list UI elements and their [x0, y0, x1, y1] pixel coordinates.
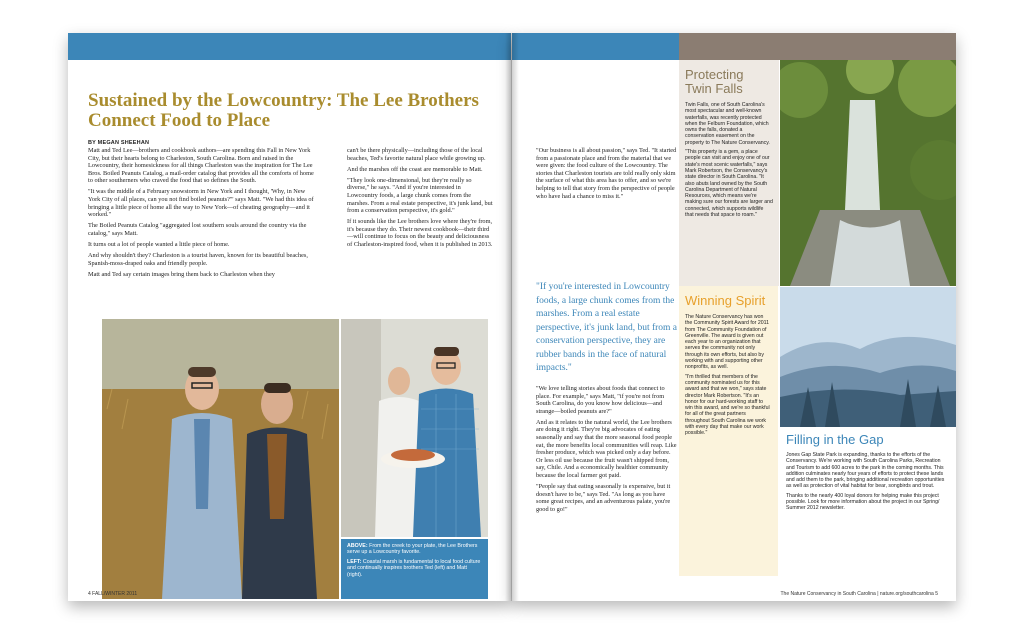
paragraph: Twin Falls, one of South Carolina's most spectacular and well-known waterfalls, was recently protected when the Felburn Foundation, which owns the falls, donated a conservation easement on the property to The Nature Conservancy. — [685, 102, 770, 146]
pull-quote: "If you're interested in Lowcountry foods, a large chunk comes from the marshes. From a real estate perspective, it's junk land, but from a conservation perspective, they are rubber bands in the face of natural impacts." — [536, 282, 678, 373]
caption-left — [347, 559, 482, 578]
left-header-bar — [68, 33, 511, 60]
paragraph: And why shouldn't they? Charleston is a tourist haven, known for its beautiful beaches, Spanish-moss-draped oaks and friendly people. — [88, 252, 308, 267]
twin-falls-title: Protecting Twin Falls — [685, 67, 744, 96]
twin-falls-body — [685, 102, 773, 218]
byline: BY MEGAN SHEEHAN — [88, 140, 150, 146]
marsh-photo-illustration — [102, 319, 339, 599]
marsh-photo — [102, 319, 339, 599]
waterfall-photo — [780, 60, 956, 286]
paragraph: can't be there physically—including those of the local beaches, Ted's favorite natural place while growing up. — [347, 147, 486, 162]
right-column-1 — [536, 147, 678, 204]
paragraph: If it sounds like the Lee brothers love where they're from, it's because they do. Their newest cookbook—their third—will continue to focus on the beauty and deliciousness of Charleston-inspired food, when it is published in 2013. — [347, 218, 493, 249]
sidebar-winning-spirit — [679, 286, 779, 576]
caption-above-text: From the creek to your plate, the Lee Brothers serve up a Lowcountry favorite. — [347, 543, 478, 556]
left-column-2 — [347, 147, 493, 252]
filling-gap-body — [786, 452, 950, 512]
folio-left: 4 FALL/WINTER 2011 — [88, 591, 138, 597]
sidebar-filling-gap — [780, 427, 956, 577]
article-headline: Sustained by the Lowcountry: The Lee Brothers Connect Food to Place — [88, 90, 479, 131]
caption-above — [347, 543, 482, 556]
paragraph: "They look one-dimensional, but they're really so diverse," he says. "And if you're interested in Lowcountry foods, a large chunk comes from the marshes. From a real estate perspective, it's junk land, but from a conservation perspective, it's gold." — [347, 176, 493, 215]
right-header-bar-taupe — [679, 33, 956, 60]
mountain-photo — [780, 287, 956, 427]
kitchen-photo — [341, 319, 488, 537]
caption-above-label: ABOVE: — [347, 543, 368, 549]
paragraph: "This property is a gem, a place people can visit and enjoy one of our state's most scenic waterfalls," says Mark Robertson, the Conservancy's state director in South Carolina. "It also abuts land owned by the South Carolina Department of Natural Resources, which means we're making sure our forests are larger and connected, which supports wildlife that needs that space to roam." — [685, 149, 773, 219]
paragraph: Matt and Ted Lee—brothers and cookbook authors—are spending this Fall in New York City, but their hearts belong to Charleston, South Carolina. Born and raised in the Lowcountry, their homesickness for all things Charleston was the inspiration for The Lee Bros. Boiled Peanuts Catalog, a mail-order catalog that provides all the comforts of home to other southerners who craved the food that so defines the South. — [88, 147, 314, 185]
waterfall-photo-illustration — [780, 60, 956, 286]
left-page — [68, 33, 511, 601]
paragraph: The Boiled Peanuts Catalog "aggregated lost southern souls around the country via the catalog," says Matt. — [88, 222, 307, 237]
paragraph: Thanks to the nearly 400 loyal donors for helping make this project possible. Look for more information about the project in our Spring/ Summer 2012 newsletter. — [786, 492, 940, 512]
paragraph: "We love telling stories about foods that connect to place. For example," says Matt, "if you're not from South Carolina, do you know how delicious—and strange—boiled peanuts are?" — [536, 385, 665, 415]
paragraph: "Our business is all about passion," says Ted. "It started from a passionate place and from the material that we were given: the food culture of the Lowcountry. The stories that Charleston tourists are told really only skim the surface of what this area has to offer, and so we're helping to tell that story from the perspective of people who have had a chance to miss it." — [536, 147, 677, 200]
right-column-2 — [536, 385, 678, 517]
paragraph: Matt and Ted say certain images bring them back to Charleston when they — [88, 270, 275, 278]
caption-left-label: LEFT: — [347, 558, 362, 565]
right-page — [512, 33, 956, 601]
magazine-spine-shadow — [505, 33, 519, 601]
paragraph: "I'm thrilled that members of the community nominated us for this award and that we won," says state director Mark Robertson. "It's an honor for our hard-working staff to win this award, and we're so thankful for all of the great partners throughout South Carolina we work with every day that make our work possible." — [685, 373, 770, 437]
paragraph: "People say that eating seasonally is expensive, but it doesn't have to be," says Ted. "As long as you have some great recipes, and an adventurous palate, you're good to go!" — [536, 483, 671, 513]
left-column-1 — [88, 147, 316, 282]
paragraph: "It was the middle of a February snowstorm in New York and I thought, 'Why, in New York City of all places, can you not find boiled peanuts?'" says Matt. "We had this idea of bringing a little piece of home all the way to New York—of cheating geography—and it worked." — [88, 188, 314, 219]
paragraph: And the marshes off the coast are memorable to Matt. — [347, 165, 483, 173]
paragraph: Jones Gap State Park is expanding, thanks to the efforts of the Conservancy. We're working with South Carolina Parks, Recreation and Tourism to add 600 acres to the park in the coming months. This addition culminates nearly four years of efforts to protect these lands and add them to the park, bringing additional recreation opportunities as well as protection of vital habitat for bear, songbirds and trout. — [786, 452, 945, 490]
right-header-bar-blue — [512, 33, 679, 60]
paragraph: And as it relates to the natural world, the Lee brothers are doing it right. They're big advocates of eating seasonally and say that the more seasonal food people eat, the more benefits local communities will reap. Like fresher produce, which was picked only a day before. Or less oil use because the fruit wasn't shipped from, say, Chile. And a economically healthier community because the local farmer got paid. — [536, 418, 677, 480]
winning-spirit-body — [685, 314, 772, 437]
winning-spirit-title: Winning Spirit — [685, 293, 766, 308]
filling-gap-title: Filling in the Gap — [786, 432, 884, 447]
mountain-photo-illustration — [780, 287, 956, 427]
paragraph: It turns out a lot of people wanted a little piece of home. — [88, 241, 230, 249]
caption-left-text: Coastal marsh is fundamental to local food culture and continually inspires brothers Ted (left) and Matt (right). — [347, 558, 481, 578]
folio-right: The Nature Conservancy in South Carolina | nature.org/southcarolina 5 — [780, 591, 938, 597]
sidebar-twin-falls — [679, 60, 779, 286]
photo-caption — [341, 539, 488, 599]
kitchen-photo-illustration — [341, 319, 488, 537]
paragraph: The Nature Conservancy has won the Community Spirit Award for 2011 from The Community Foundation of Greenville. The award is given out each year to an organization that serves the community not only through its own efforts, but also by working with and supporting other nonprofits, as well. — [685, 314, 769, 371]
